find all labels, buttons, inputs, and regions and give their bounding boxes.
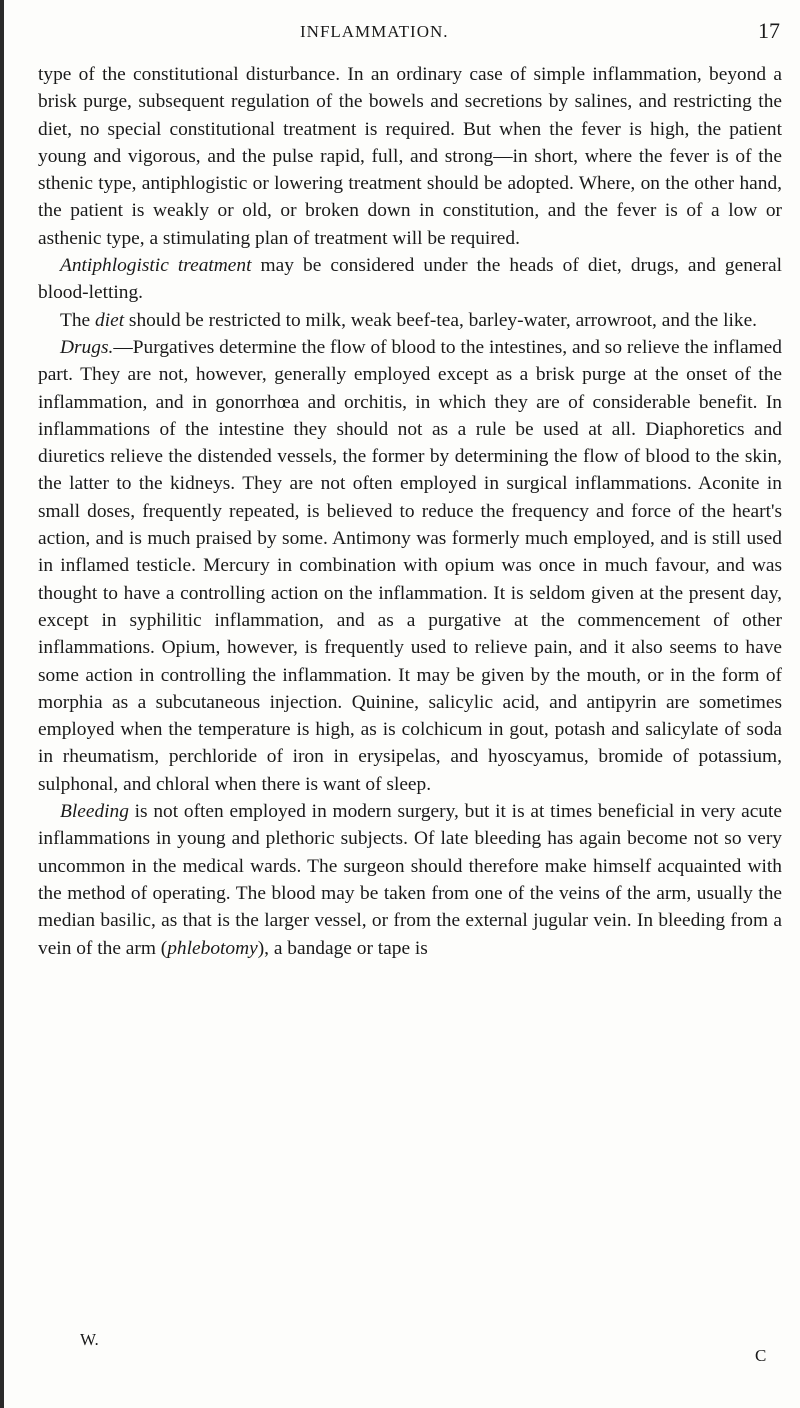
paragraph-text: —Purgatives determine the flow of blood to the intestines, and so relieve the inflamed part. They are not, however, generally employed except as a brisk purge at the onset of the inflammation, and in gonorrhœa and orchitis, in which they are of considerable benefit. In inflammations of the intestine they should not as a rule be used at all. Diaphoretics and diuretics relieve the distended vessels, the former by determining the flow of blood to the skin, the latter to the kidneys. They are not often employed in surgical inflammations. Aconite in small doses, frequently repeated, is believed to reduce the frequency and force of the heart's action, and is much praised by some. Antimony was formerly much employed, and is still used in inflamed testicle. Mercury in combination with opium was once in much favour, and was thought to have a controlling action on the inflammation. It is seldom given at the present day, except in syphilitic inflammation, and as a purgative at the commencement of other inflammations. Opium, however, is frequently used to relieve pain, and it also seems to have some action in controlling the inflammation. It may be given by the mouth, or in the form of morphia as a subcutaneous injection. Quinine, salicylic acid, and antipyrin are sometimes employed when the temperature is high, as is colchicum in gout, potash and salicylate of soda in rheumatism, perchloride of iron in erysipelas, and hyoscyamus, bromide of potassium, sulphonal, and chloral when there is want of sleep.	[38, 336, 782, 795]
paragraph-text: is not often employed in modern surgery, but it is at times beneficial in very acute inflammations in young and plethoric subjects. Of late bleeding has again become not so very uncommon in the medical wards. The surgeon should therefore make himself acquainted with the method of operating. The blood may be taken from one of the veins of the arm, usually the median basilic, as that is the larger vessel, or from the external jugular vein. In bleeding from a vein of the arm (	[38, 801, 782, 959]
paragraph-diet	[38, 307, 782, 334]
paragraph-text: may be considered under the heads of diet, drugs, and general blood-letting.	[38, 255, 782, 304]
paragraph-antiphlogistic	[38, 252, 782, 307]
paragraph-lead: Bleeding	[60, 801, 129, 823]
page-footer	[0, 1330, 800, 1380]
paragraph-text: should be restricted to milk, weak beef-tea, barley-water, arrowroot, and the like.	[124, 309, 758, 331]
signature-mark-left: W.	[80, 1330, 99, 1349]
paragraph-drugs	[38, 334, 782, 798]
running-head: INFLAMMATION.	[300, 22, 449, 41]
page-header	[0, 14, 800, 50]
paragraph-lead-prefix: The	[60, 309, 95, 331]
paragraph-lead: diet	[95, 309, 125, 331]
page-number: 17	[758, 18, 780, 43]
body-text	[38, 61, 782, 962]
paragraph-lead: Antiphlogistic treatment	[60, 255, 252, 277]
paragraph-bleeding	[38, 798, 782, 962]
paragraph-text: type of the constitutional disturbance. In an ordinary case of simple inflammation, beyond a brisk purge, subsequent regulation of the bowels and secretions by salines, and restricting the diet, no special constitutional treatment is required. But when the fever is high, the patient young and vigorous, and the pulse rapid, full, and strong—in short, where the fever is of the sthenic type, antiphlogistic or lowering treatment should be adopted. Where, on the other hand, the patient is weakly or old, or broken down in constitution, and the fever is of a low or asthenic type, a stimulating plan of treatment will be required.	[38, 64, 782, 249]
inline-italic-term: phlebotomy	[167, 937, 258, 959]
paragraph-1	[38, 61, 782, 252]
page-binding-edge	[0, 0, 4, 1408]
paragraph-lead: Drugs.	[60, 336, 114, 358]
signature-mark-right: C	[755, 1346, 767, 1365]
paragraph-text-end: ), a bandage or tape is	[257, 937, 428, 959]
